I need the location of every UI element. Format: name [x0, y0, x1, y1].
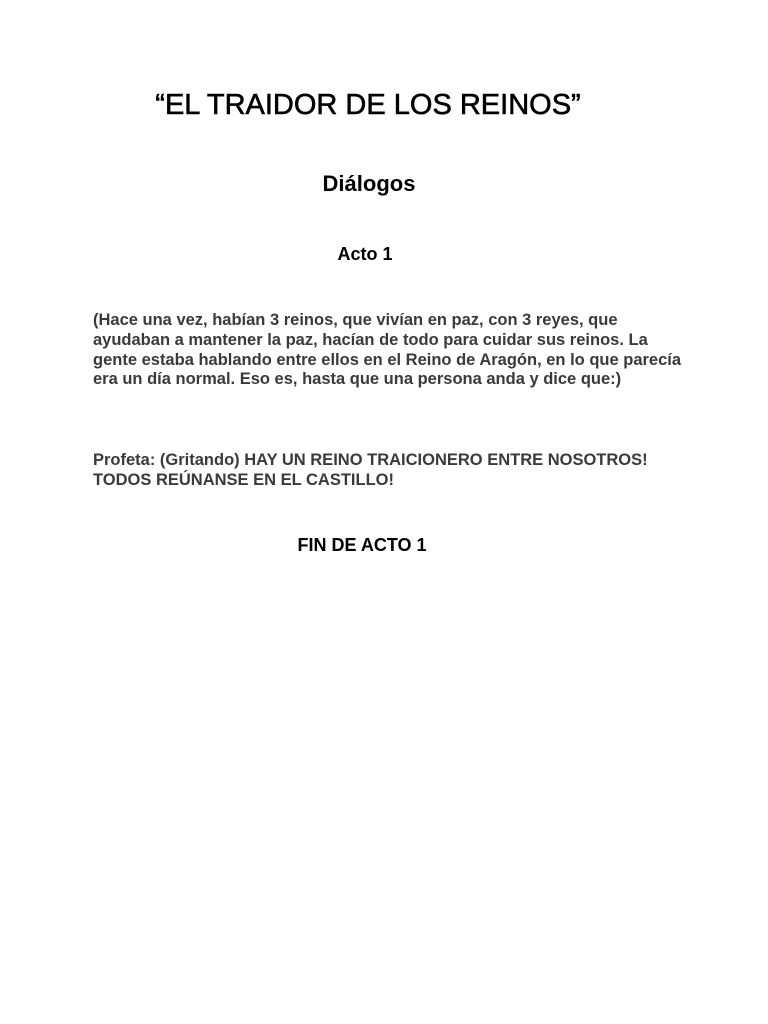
- dialogue-paragraph: Profeta: (Gritando) HAY UN REINO TRAICIONERO ENTRE NOSOTROS! TODOS REÚNANSE EN EL CASTILLO!: [93, 451, 648, 489]
- stage-direction-paragraph: (Hace una vez, habían 3 reinos, que vivían en paz, con 3 reyes, que ayudaban a mantener la paz, hacían de todo para cuidar sus reinos. La gente estaba hablando entre ellos en el Reino de Aragón, en lo que parecía era un día normal. Eso es, hasta que una persona anda y dice que:): [93, 311, 682, 389]
- act-end-heading: FIN DE ACTO 1: [297, 535, 427, 555]
- document-title: “EL TRAIDOR DE LOS REINOS”: [155, 89, 581, 121]
- act-heading: Acto 1: [337, 244, 393, 264]
- document-subtitle: Diálogos: [322, 171, 416, 196]
